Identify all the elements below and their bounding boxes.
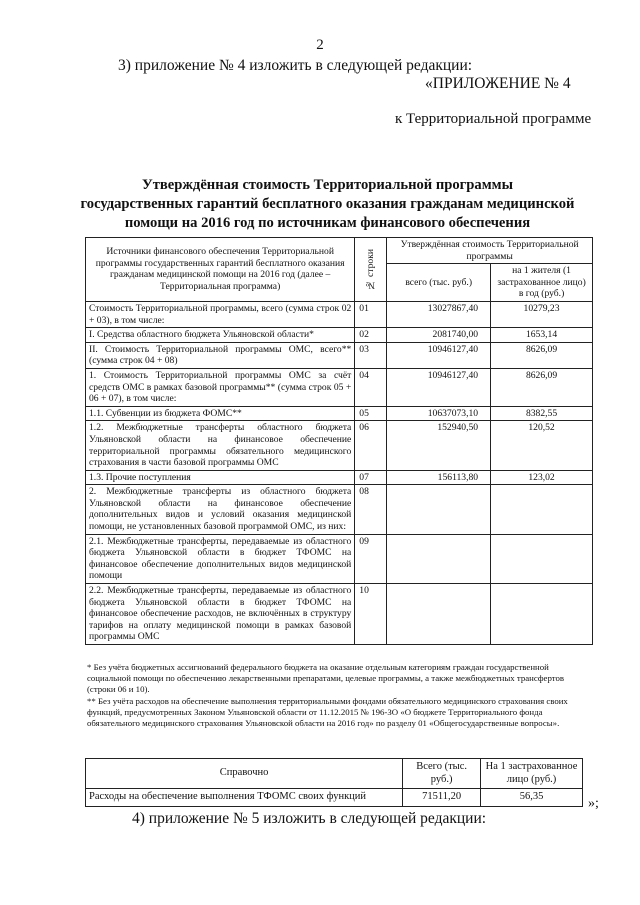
closing-quote: »; <box>588 796 599 811</box>
header-per-capita: на 1 жителя (1 застрахованное лицо) в год (руб.) <box>491 264 593 302</box>
row-total: 2081740,00 <box>387 328 491 343</box>
row-number: 02 <box>355 328 387 343</box>
header-row-number <box>355 238 387 302</box>
table-row <box>86 342 593 368</box>
table-row <box>86 584 593 645</box>
row-per-capita: 8382,55 <box>491 406 593 421</box>
row-number: 03 <box>355 342 387 368</box>
table-row <box>86 301 593 327</box>
row-per-capita: 8626,09 <box>491 368 593 406</box>
row-label: 2. Межбюджетные трансферты из областного бюджета Ульяновской области на финансовое обеспечение дополнительных видов и условий оказания медицинской помощи, не установленных базовой программой ОМС, из них: <box>86 485 355 534</box>
reference-table <box>85 758 583 807</box>
table-row <box>86 485 593 534</box>
reference-total-header: Всего (тыс. руб.) <box>403 759 481 789</box>
reference-row-label: Расходы на обеспечение выполнения ТФОМС своих функций <box>86 789 403 807</box>
footnote-2: ** Без учёта расходов на обеспечение выполнения территориальными фондами обязательного медицинского страхования своих функций, предусмотренных Законом Ульяновской области от 11.12.2015 № 196-ЗО «О бюджете Территориального фонда обязательного медицинского страхования Ульяновской области на 2016 год» по разделу 01 «Общегосударственные вопросы». <box>87 695 568 729</box>
cost-table <box>85 237 593 645</box>
title-line-2: государственных гарантий бесплатного оказания гражданам медицинской <box>80 196 575 212</box>
row-label: 1.1. Субвенции из бюджета ФОМС** <box>86 406 355 421</box>
row-total: 156113,80 <box>387 470 491 485</box>
row-total: 10637073,10 <box>387 406 491 421</box>
header-total: всего (тыс. руб.) <box>387 264 491 302</box>
row-number: 08 <box>355 485 387 534</box>
row-total: 10946127,40 <box>387 368 491 406</box>
row-total: 10946127,40 <box>387 342 491 368</box>
header-row-number-text: № строки <box>364 248 376 291</box>
row-per-capita <box>491 485 593 534</box>
table-row <box>86 328 593 343</box>
row-total: 152940,50 <box>387 421 491 470</box>
row-label: 1.3. Прочие поступления <box>86 470 355 485</box>
table-row <box>86 406 593 421</box>
table-row <box>86 421 593 470</box>
row-number: 05 <box>355 406 387 421</box>
row-number: 01 <box>355 301 387 327</box>
table-row <box>86 789 583 807</box>
row-per-capita: 1653,14 <box>491 328 593 343</box>
row-label: II. Стоимость Территориальной программы ОМС, всего** (сумма строк 04 + 08) <box>86 342 355 368</box>
row-per-capita: 123,02 <box>491 470 593 485</box>
header-approved: Утверждённая стоимость Территориальной программы <box>387 238 593 264</box>
reference-row-total: 71511,20 <box>403 789 481 807</box>
title-line-1: Утверждённая стоимость Территориальной программы <box>142 177 513 193</box>
reference-row-per: 56,35 <box>481 789 583 807</box>
footnotes <box>87 662 587 729</box>
header-source: Источники финансового обеспечения Территориальной программы государственных гарантий бесплатного оказания гражданам медицинской помощи на 2016 год (далее – Территориальная программа) <box>86 238 355 302</box>
intro-line: 3) приложение № 4 изложить в следующей редакции: <box>118 57 473 74</box>
row-per-capita: 10279,23 <box>491 301 593 327</box>
next-line: 4) приложение № 5 изложить в следующей редакции: <box>132 810 487 827</box>
row-number: 10 <box>355 584 387 645</box>
row-per-capita: 8626,09 <box>491 342 593 368</box>
row-label: Стоимость Территориальной программы, всего (сумма строк 02 + 03), в том числе: <box>86 301 355 327</box>
appendix-to: к Территориальной программе <box>395 111 592 127</box>
row-number: 09 <box>355 534 387 583</box>
page-number: 2 <box>316 37 324 53</box>
table-row <box>86 470 593 485</box>
row-per-capita: 120,52 <box>491 421 593 470</box>
row-label: 1. Стоимость Территориальной программы ОМС за счёт средств ОМС в рамках базовой программы** (сумма строк 05 + 06 + 07), в том числе: <box>86 368 355 406</box>
row-label: 2.2. Межбюджетные трансферты, передаваемые из областного бюджета Ульяновской области в бюджет ТФОМС на финансовое обеспечение расходов, не включённых в структуру тарифов на оплату медицинской помощи в рамках базовой программы ОМС <box>86 584 355 645</box>
title-line-3: помощи на 2016 год по источникам финансового обеспечения <box>124 215 531 231</box>
row-label: 2.1. Межбюджетные трансферты, передаваемые из областного бюджета Ульяновской области в бюджет ТФОМС на финансовое обеспечение дополнительных видов медицинской помощи <box>86 534 355 583</box>
row-per-capita <box>491 584 593 645</box>
table-row <box>86 534 593 583</box>
row-per-capita <box>491 534 593 583</box>
row-total: 13027867,40 <box>387 301 491 327</box>
row-label: I. Средства областного бюджета Ульяновской области* <box>86 328 355 343</box>
footnote-1: * Без учёта бюджетных ассигнований федерального бюджета на оказание отдельным категориям граждан государственной социальной помощи по обеспечению лекарственными препаратами, целевые программы, а также межбюджетных трансфертов (строки 06 и 10). <box>87 662 565 695</box>
row-label: 1.2. Межбюджетные трансферты областного бюджета Ульяновской области на финансовое обеспечение территориальной программы обязательного медицинского страхования в части базовой программы ОМС <box>86 421 355 470</box>
table-row <box>86 368 593 406</box>
appendix-label: «ПРИЛОЖЕНИЕ № 4 <box>425 75 571 92</box>
row-total <box>387 485 491 534</box>
reference-header: Справочно <box>86 759 403 789</box>
row-total <box>387 584 491 645</box>
row-number: 07 <box>355 470 387 485</box>
row-number: 06 <box>355 421 387 470</box>
row-number: 04 <box>355 368 387 406</box>
document-title <box>70 176 585 233</box>
reference-per-header: На 1 застрахованное лицо (руб.) <box>481 759 583 789</box>
row-total <box>387 534 491 583</box>
